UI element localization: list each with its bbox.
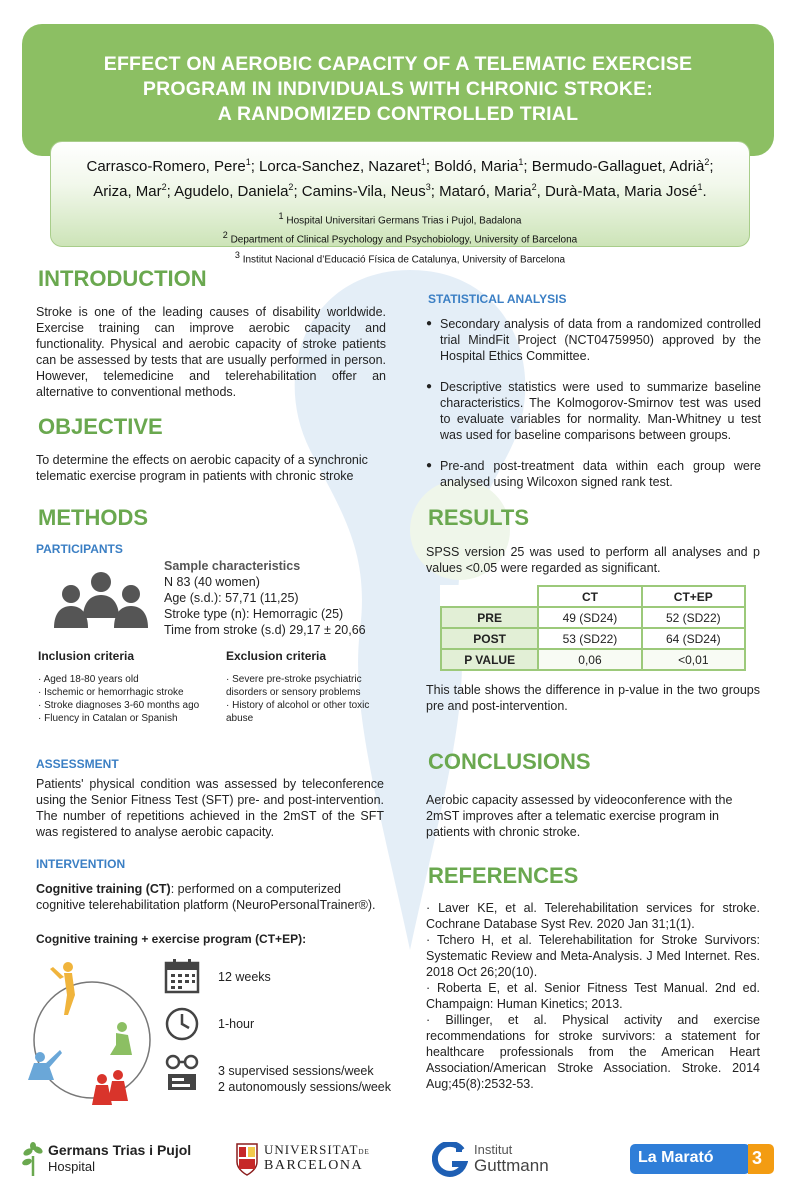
results-intro: SPSS version 25 was used to perform all analyses and p values <0.05 were regarded as significant. xyxy=(426,545,760,575)
exclusion-heading: Exclusion criteria xyxy=(226,649,327,663)
references-list xyxy=(426,900,760,1092)
list-item: · History of alcohol or other toxic abuse xyxy=(226,699,376,725)
table-header-row xyxy=(441,586,745,607)
list-item: · Stroke diagnoses 3-60 months ago xyxy=(38,699,218,712)
poster-title xyxy=(22,52,774,127)
methods-heading: METHODS xyxy=(38,505,148,530)
guttmann-logo xyxy=(432,1138,572,1182)
affiliations xyxy=(51,209,749,267)
title-line-2: PROGRAM IN INDIVIDUALS WITH CHRONIC STROKE: xyxy=(142,78,654,100)
calendar-icon xyxy=(164,958,200,994)
title-line-3: A RANDOMIZED CONTROLLED TRIAL xyxy=(217,103,579,125)
table-header-cell: CT xyxy=(538,586,641,607)
reference-item: · Tchero H, et al. Telerehabilitation for Stroke Survivors: Systematic Review and Meta-Analysis. J Med Internet. Res. 2018 Oct 26;20(10). xyxy=(426,933,760,979)
affiliation-2: $^2$ Department of Clinical Psychology and Psychobiology, University of Barcelona xyxy=(222,230,578,246)
inclusion-list xyxy=(38,673,218,725)
guttmann-line-1: Institut xyxy=(474,1142,513,1157)
table-cell: 49 (SD24) xyxy=(538,607,641,628)
title-line-1: EFFECT ON AEROBIC CAPACITY OF A TELEMATIC EXERCISE xyxy=(103,53,693,75)
statistical-heading: STATISTICAL ANALYSIS xyxy=(428,292,567,306)
table-header-cell xyxy=(441,586,538,607)
table-row-label: POST xyxy=(441,628,538,649)
guttmann-line-2: Guttmann xyxy=(474,1156,549,1175)
leaf-icon xyxy=(22,1142,44,1176)
table-cell: 53 (SD22) xyxy=(538,628,641,649)
affiliation-3: $^3$ Institut Nacional d’Educació Física de Catalunya, University of Barcelona xyxy=(234,249,566,265)
exclusion-list xyxy=(226,673,376,725)
list-item: ● Pre-and post-treatment data within each group were analysed using Wilcoxon signed rank test. xyxy=(426,458,761,490)
results-note: This table shows the difference in p-value in the two groups pre and post-intervention. xyxy=(426,683,760,713)
sample-title: Sample characteristics xyxy=(164,559,301,573)
ct-text: : performed on a computerized cognitive telerehabilitation platform (NeuroPersonalTrainer®). xyxy=(36,882,376,912)
table-row-label: PRE xyxy=(441,607,538,628)
assessment-text: Patients' physical condition was assessed by teleconference using the Senior Fitness Test (SFT) pre- and post-intervention. The number of repetitions achieved in the 2mST of the SFT was registered to analyse aerobic capacity. xyxy=(36,777,384,839)
list-item: ● Secondary analysis of data from a randomized controlled trial MindFit Project (NCT04759950) approved by the Hospital Ethics Committee. xyxy=(426,316,761,364)
introduction-heading: INTRODUCTION xyxy=(38,266,207,291)
sample-characteristics xyxy=(164,558,366,638)
intervention-heading: INTERVENTION xyxy=(36,857,126,871)
marato-text: La Marató xyxy=(638,1149,714,1166)
results-heading: RESULTS xyxy=(428,505,530,530)
results-table xyxy=(440,585,746,671)
hour-label: 1-hour xyxy=(218,1017,255,1031)
reference-item: · Billinger, et al. Physical activity and exercise recommendations for stroke survivors: a statement for healthcare professionals from the American Heart Association/American Stroke Association. Stroke. 2014 Aug;45(8):2532-53. xyxy=(426,1013,760,1091)
ub-de: DE xyxy=(358,1148,370,1156)
exercise-illustration xyxy=(20,955,160,1105)
la-marato-logo xyxy=(630,1144,774,1174)
list-item: · Aged 18-80 years old xyxy=(38,673,218,686)
gtp-name: Germans Trias i Pujol xyxy=(48,1142,192,1158)
guttmann-g-icon xyxy=(432,1142,468,1178)
assessment-heading: ASSESSMENT xyxy=(36,757,119,771)
inclusion-heading: Inclusion criteria xyxy=(38,649,135,663)
sessions-label xyxy=(218,1063,391,1095)
supervised-sessions: 3 supervised sessions/week xyxy=(218,1064,374,1078)
statistical-list xyxy=(426,316,761,505)
ub-name-2: BARCELONA xyxy=(264,1158,364,1173)
list-item: · Ischemic or hemorrhagic stroke xyxy=(38,686,218,699)
introduction-text: Stroke is one of the leading causes of disability worldwide. Exercise training can improve aerobic capacity and functionality. Physical and aerobic capacity of stroke patients can be assessed by tests that are usually performed in person. However, telemedicine and telerehabilitation offer an alternative to conventional methods. xyxy=(36,305,386,399)
table-cell: <0,01 xyxy=(642,649,745,670)
sample-line: Time from stroke (s.d) 29,17 ± 20,66 xyxy=(164,623,366,637)
list-item: ● Descriptive statistics were used to summarize baseline characteristics. The Kolmogorov-Smirnov test was used to evaluate variables for normality. Man-Whitney u test was used for baseline comparisons between groups. xyxy=(426,379,761,443)
people-icon xyxy=(54,570,148,630)
table-header-cell: CT+EP xyxy=(642,586,745,607)
ctep-heading: Cognitive training + exercise program (CT+EP): xyxy=(36,932,307,946)
university-barcelona-logo xyxy=(236,1138,376,1182)
sample-line: Stroke type (n): Hemorragic (25) xyxy=(164,607,344,621)
authors-list: Carrasco-Romero, Pere$^1$; Lorca-Sanchez, Nazaret$^1$; Boldó, Maria$^1$; Bermudo-Gallaguet, Adrià$^2$; Ariza, Mar$^2$; Agudelo, Daniela$^2$; Camins-Vila, Neus$^3$; Mataró, Maria$^2$, Durà-Mata, Maria José$^1$. xyxy=(86,157,714,200)
affiliation-1: $^1$ Hospital Universitari Germans Trias i Pujol, Badalona xyxy=(278,211,522,227)
ct-description xyxy=(36,881,386,913)
ub-name-1: UNIVERSITAT xyxy=(264,1142,359,1157)
marato-number: 3 xyxy=(752,1148,763,1168)
table-row xyxy=(441,607,745,628)
table-cell: 0,06 xyxy=(538,649,641,670)
clock-icon xyxy=(164,1006,200,1042)
ub-shield-icon xyxy=(236,1142,258,1176)
table-cell: 64 (SD24) xyxy=(642,628,745,649)
weeks-label: 12 weeks xyxy=(218,970,271,984)
supervised-session-icon xyxy=(164,1054,200,1092)
ct-label: Cognitive training (CT) xyxy=(36,882,171,896)
list-item: · Fluency in Catalan or Spanish xyxy=(38,712,218,725)
table-row-label: P VALUE xyxy=(441,649,538,670)
table-row xyxy=(441,649,745,670)
objective-text: To determine the effects on aerobic capacity of a synchronic telematic exercise program in patients with chronic stroke xyxy=(36,453,368,483)
reference-item: · Laver KE, et al. Telerehabilitation services for stroke. Cochrane Database Syst Rev. 2020 Jan 31;1(1). xyxy=(426,901,760,931)
objective-heading: OBJECTIVE xyxy=(38,414,163,439)
reference-item: · Roberta E, et al. Senior Fitness Test Manual. 2nd ed. Champaign: Human Kinetics; 2013. xyxy=(426,981,760,1011)
list-item: · Severe pre-stroke psychiatric disorders or sensory problems xyxy=(226,673,376,699)
participants-heading: PARTICIPANTS xyxy=(36,542,123,556)
authors-box xyxy=(50,141,750,265)
table-cell: 52 (SD22) xyxy=(642,607,745,628)
table-row xyxy=(441,628,745,649)
germans-trias-logo xyxy=(22,1140,212,1180)
sample-line: Age (s.d.): 57,71 (11,25) xyxy=(164,591,299,605)
conclusions-heading: CONCLUSIONS xyxy=(428,749,591,774)
gtp-sub: Hospital xyxy=(48,1159,95,1174)
sample-line: N 83 (40 women) xyxy=(164,575,260,589)
references-heading: REFERENCES xyxy=(428,863,579,888)
conclusions-text: Aerobic capacity assessed by videoconference with the 2mST improves after a telematic exercise program in patients with chronic stroke. xyxy=(426,793,733,839)
autonomous-sessions: 2 autonomously sessions/week xyxy=(218,1080,392,1094)
